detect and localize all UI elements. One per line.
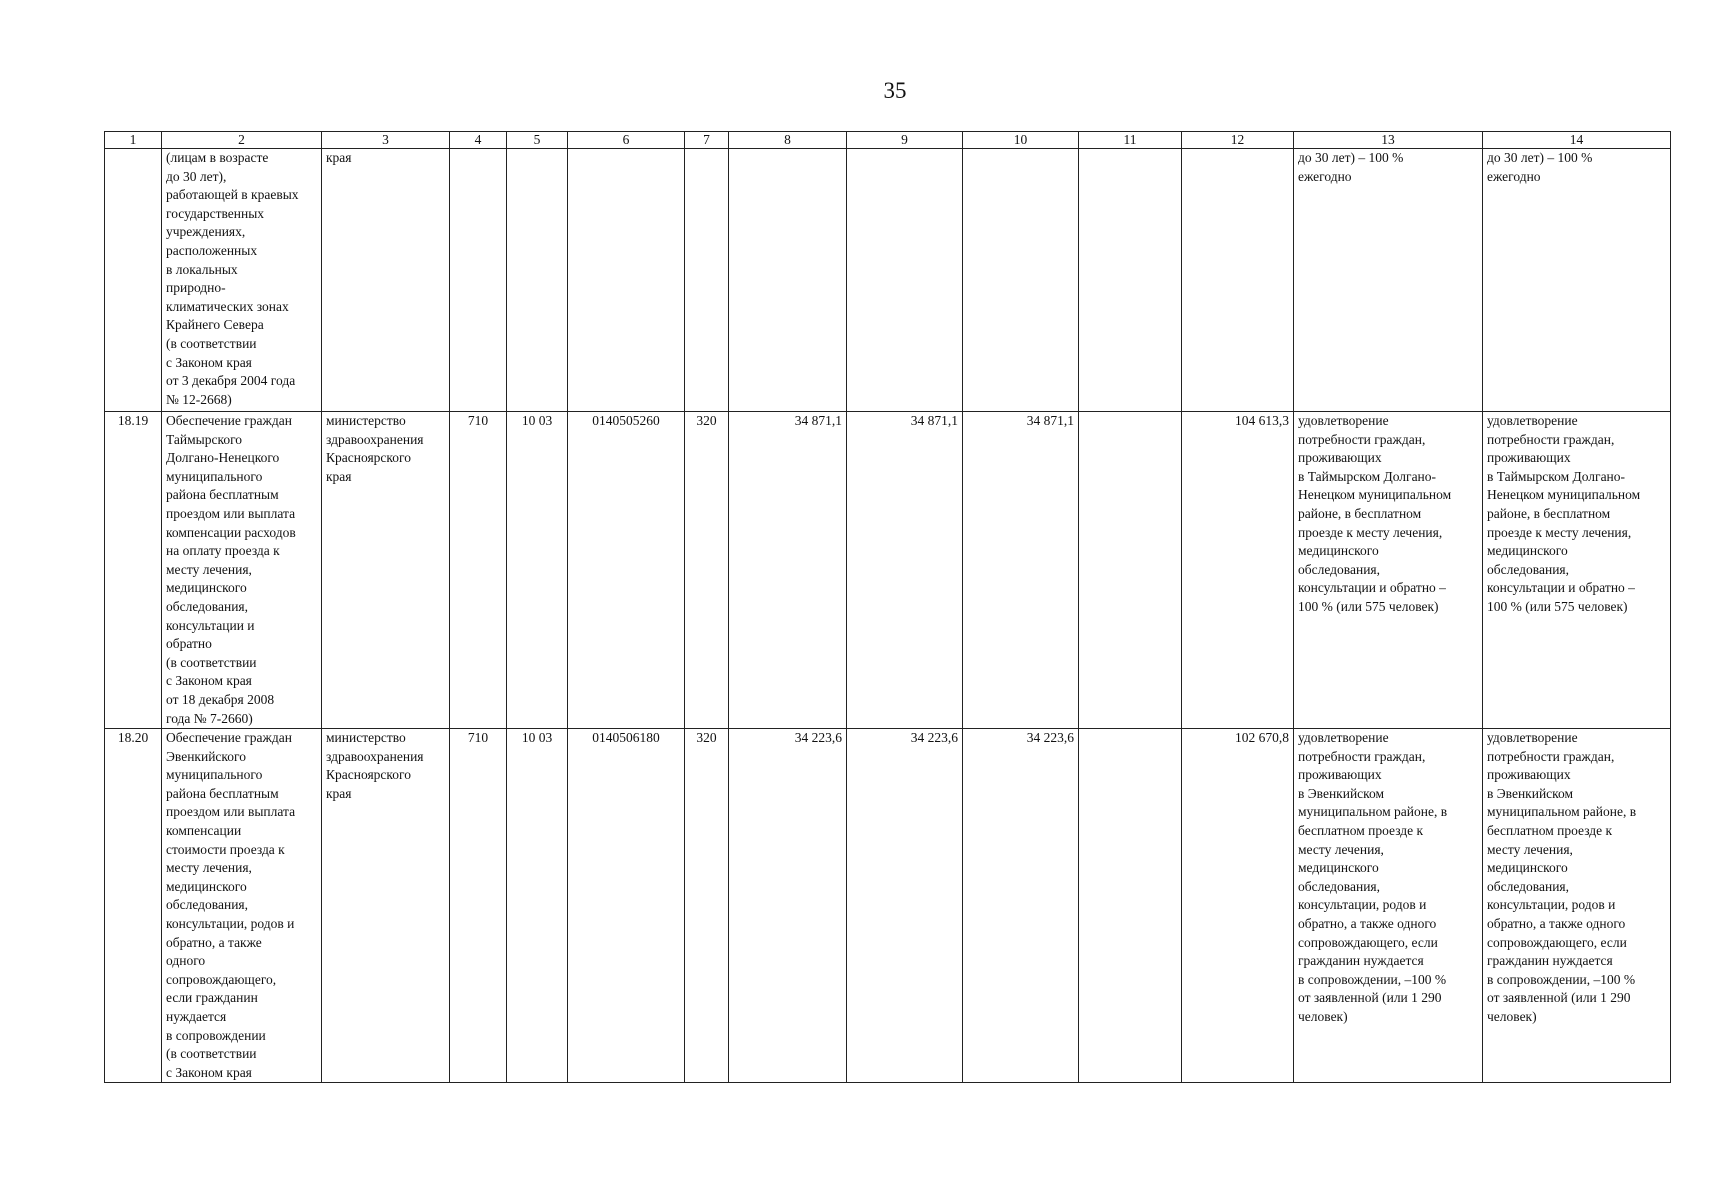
expected-result: до 30 лет) – 100 % ежегодно: [1294, 149, 1483, 412]
expected-result: удовлетворение потребности граждан, проживающих в Таймырском Долгано- Ненецком муниципальном районе, в бесплатном проезде к месту лечения, медицинского обследования, консультации и обратно – 100 % (или 575 человек): [1294, 412, 1483, 729]
section-code: 10 03: [507, 729, 568, 1083]
column-header: 11: [1079, 132, 1182, 149]
amount-col-9: [847, 149, 963, 412]
column-number-row: [105, 132, 1671, 149]
page-number: 35: [883, 78, 907, 103]
target-code: [568, 149, 685, 412]
executor: министерство здравоохранения Красноярского края: [322, 412, 450, 729]
column-header: 14: [1483, 132, 1671, 149]
expected-result-2: удовлетворение потребности граждан, проживающих в Эвенкийском муниципальном районе, в бесплатном проезде к месту лечения, медицинского обследования, консультации, родов и обратно, а также одного сопровождающего, если гражданин нуждается в сопровождении, –100 % от заявленной (или 1 290 человек): [1483, 729, 1671, 1083]
amount-col-9: 34 871,1: [847, 412, 963, 729]
expense-type: 320: [685, 729, 729, 1083]
section-code: [507, 149, 568, 412]
column-header: 12: [1182, 132, 1294, 149]
grbs-code: 710: [450, 729, 507, 1083]
amount-total: 104 613,3: [1182, 412, 1294, 729]
activity-name: (лицам в возрасте до 30 лет), работающей в краевых государственных учреждениях, расположенных в локальных природно- климатических зонах Крайнего Севера (в соответствии с Законом края от 3 декабря 2004 года № 12-2668): [162, 149, 322, 412]
amount-col-10: 34 871,1: [963, 412, 1079, 729]
expense-type: 320: [685, 412, 729, 729]
column-header: 10: [963, 132, 1079, 149]
activity-name: Обеспечение граждан Таймырского Долгано-Ненецкого муниципального района бесплатным проездом или выплата компенсации расходов на оплату проезда к месту лечения, медицинского обследования, консультации и обратно (в соответствии с Законом края от 18 декабря 2008 года № 7-2660): [162, 412, 322, 729]
column-header: 2: [162, 132, 322, 149]
column-header: 8: [729, 132, 847, 149]
expense-type: [685, 149, 729, 412]
expected-result: удовлетворение потребности граждан, проживающих в Эвенкийском муниципальном районе, в бесплатном проезде к месту лечения, медицинского обследования, консультации, родов и обратно, а также одного сопровождающего, если гражданин нуждается в сопровождении, –100 % от заявленной (или 1 290 человек): [1294, 729, 1483, 1083]
section-code: 10 03: [507, 412, 568, 729]
column-header: 5: [507, 132, 568, 149]
grbs-code: 710: [450, 412, 507, 729]
amount-total: [1182, 149, 1294, 412]
row-number: 18.19: [105, 412, 162, 729]
grbs-code: [450, 149, 507, 412]
activity-name: Обеспечение граждан Эвенкийского муниципального района бесплатным проездом или выплата компенсации стоимости проезда к месту лечения, медицинского обследования, консультации, родов и обратно, а также одного сопровождающего, если гражданин нуждается в сопровождении (в соответствии с Законом края: [162, 729, 322, 1083]
amount-col-10: 34 223,6: [963, 729, 1079, 1083]
amount-col-11: [1079, 149, 1182, 412]
amount-col-8: 34 871,1: [729, 412, 847, 729]
amount-col-11: [1079, 729, 1182, 1083]
table-row: [105, 729, 1671, 1083]
amount-total: 102 670,8: [1182, 729, 1294, 1083]
target-code: 0140505260: [568, 412, 685, 729]
amount-col-8: [729, 149, 847, 412]
column-header: 1: [105, 132, 162, 149]
amount-col-10: [963, 149, 1079, 412]
column-header: 4: [450, 132, 507, 149]
row-number: [105, 149, 162, 412]
amount-col-8: 34 223,6: [729, 729, 847, 1083]
expected-result-2: удовлетворение потребности граждан, проживающих в Таймырском Долгано- Ненецком муниципальном районе, в бесплатном проезде к месту лечения, медицинского обследования, консультации и обратно – 100 % (или 575 человек): [1483, 412, 1671, 729]
column-header: 6: [568, 132, 685, 149]
amount-col-11: [1079, 412, 1182, 729]
program-activities-table: [104, 131, 1671, 1083]
expected-result-2: до 30 лет) – 100 % ежегодно: [1483, 149, 1671, 412]
column-header: 3: [322, 132, 450, 149]
table-row: [105, 412, 1671, 729]
executor: министерство здравоохранения Красноярского края: [322, 729, 450, 1083]
column-header: 13: [1294, 132, 1483, 149]
table-row: [105, 149, 1671, 412]
row-number: 18.20: [105, 729, 162, 1083]
amount-col-9: 34 223,6: [847, 729, 963, 1083]
column-header: 9: [847, 132, 963, 149]
executor: края: [322, 149, 450, 412]
column-header: 7: [685, 132, 729, 149]
target-code: 0140506180: [568, 729, 685, 1083]
